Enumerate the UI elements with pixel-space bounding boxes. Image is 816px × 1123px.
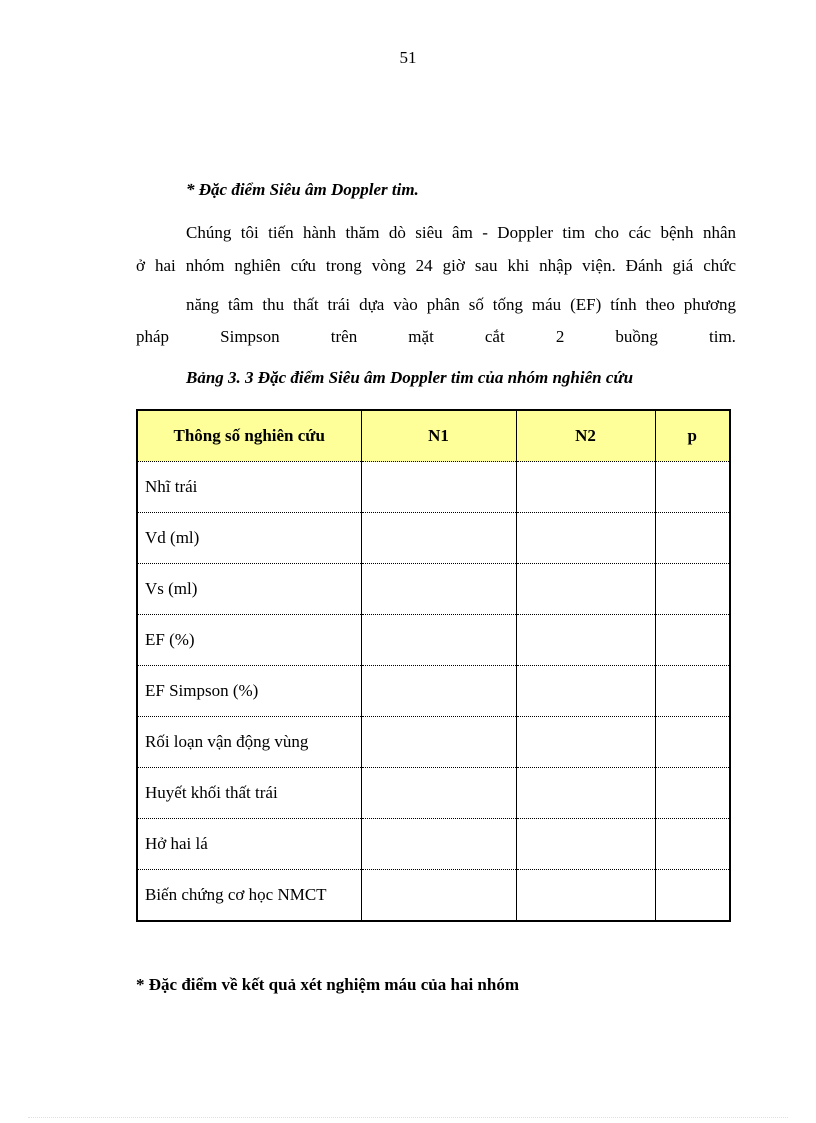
cell-n1 <box>361 870 516 922</box>
table-row <box>137 768 730 819</box>
cell-n1 <box>361 513 516 564</box>
row-label: Nhĩ trái <box>137 462 361 513</box>
cell-p <box>655 819 730 870</box>
word: Simpson <box>220 327 280 346</box>
header-n1: N1 <box>361 410 516 462</box>
cell-p <box>655 870 730 922</box>
header-n2: N2 <box>516 410 655 462</box>
cell-n1 <box>361 768 516 819</box>
row-label: EF (%) <box>137 615 361 666</box>
cell-n1 <box>361 462 516 513</box>
cell-n2 <box>516 870 655 922</box>
cell-p <box>655 768 730 819</box>
table-caption: Bảng 3. 3 Đặc điểm Siêu âm Doppler tim của nhóm nghiên cứu <box>186 368 634 387</box>
paragraph-line-3: năng tâm thu thất trái dựa vào phân số tống máu (EF) tính theo phương <box>186 295 736 314</box>
table-row <box>137 819 730 870</box>
cell-n1 <box>361 819 516 870</box>
cell-p <box>655 462 730 513</box>
table-row <box>137 717 730 768</box>
word: trên <box>330 327 358 346</box>
paragraph-line-4 <box>136 327 736 347</box>
word: tim. <box>709 327 736 346</box>
header-p: p <box>655 410 730 462</box>
doppler-table <box>136 409 731 922</box>
cell-n1 <box>361 717 516 768</box>
table-row <box>137 666 730 717</box>
row-label: Huyết khối thất trái <box>137 768 361 819</box>
table-row <box>137 462 730 513</box>
cell-n1 <box>361 615 516 666</box>
word: mặt <box>408 327 434 346</box>
cell-n2 <box>516 717 655 768</box>
cell-n2 <box>516 666 655 717</box>
cell-n2 <box>516 564 655 615</box>
page-bottom-rule <box>28 1117 788 1118</box>
row-label: Hở hai lá <box>137 819 361 870</box>
table-row <box>137 564 730 615</box>
cell-p <box>655 564 730 615</box>
table-row <box>137 870 730 922</box>
cell-p <box>655 666 730 717</box>
cell-p <box>655 615 730 666</box>
header-parameter: Thông số nghiên cứu <box>137 410 361 462</box>
section-heading-blood-tests: * Đặc điểm về kết quả xét nghiệm máu của hai nhóm <box>136 975 519 994</box>
cell-n2 <box>516 768 655 819</box>
word: pháp <box>136 327 170 346</box>
paragraph-line-2: ở hai nhóm nghiên cứu trong vòng 24 giờ sau khi nhập viện. Đánh giá chức <box>136 256 736 275</box>
cell-p <box>655 513 730 564</box>
cell-n2 <box>516 462 655 513</box>
section-heading-doppler: * Đặc điểm Siêu âm Doppler tim. <box>186 180 419 199</box>
paragraph-line-1: Chúng tôi tiến hành thăm dò siêu âm - Doppler tim cho các bệnh nhân <box>186 223 736 242</box>
cell-n2 <box>516 513 655 564</box>
cell-p <box>655 717 730 768</box>
table-row <box>137 615 730 666</box>
row-label: Biến chứng cơ học NMCT <box>137 870 361 922</box>
table-row <box>137 513 730 564</box>
page-number: 51 <box>399 48 417 67</box>
cell-n2 <box>516 819 655 870</box>
word: buồng <box>615 327 658 346</box>
table-header-row <box>137 410 730 462</box>
cell-n1 <box>361 666 516 717</box>
word: cắt <box>484 327 505 346</box>
row-label: Rối loạn vận động vùng <box>137 717 361 768</box>
row-label: Vd (ml) <box>137 513 361 564</box>
cell-n2 <box>516 615 655 666</box>
row-label: Vs (ml) <box>137 564 361 615</box>
row-label: EF Simpson (%) <box>137 666 361 717</box>
cell-n1 <box>361 564 516 615</box>
word: 2 <box>555 327 565 346</box>
